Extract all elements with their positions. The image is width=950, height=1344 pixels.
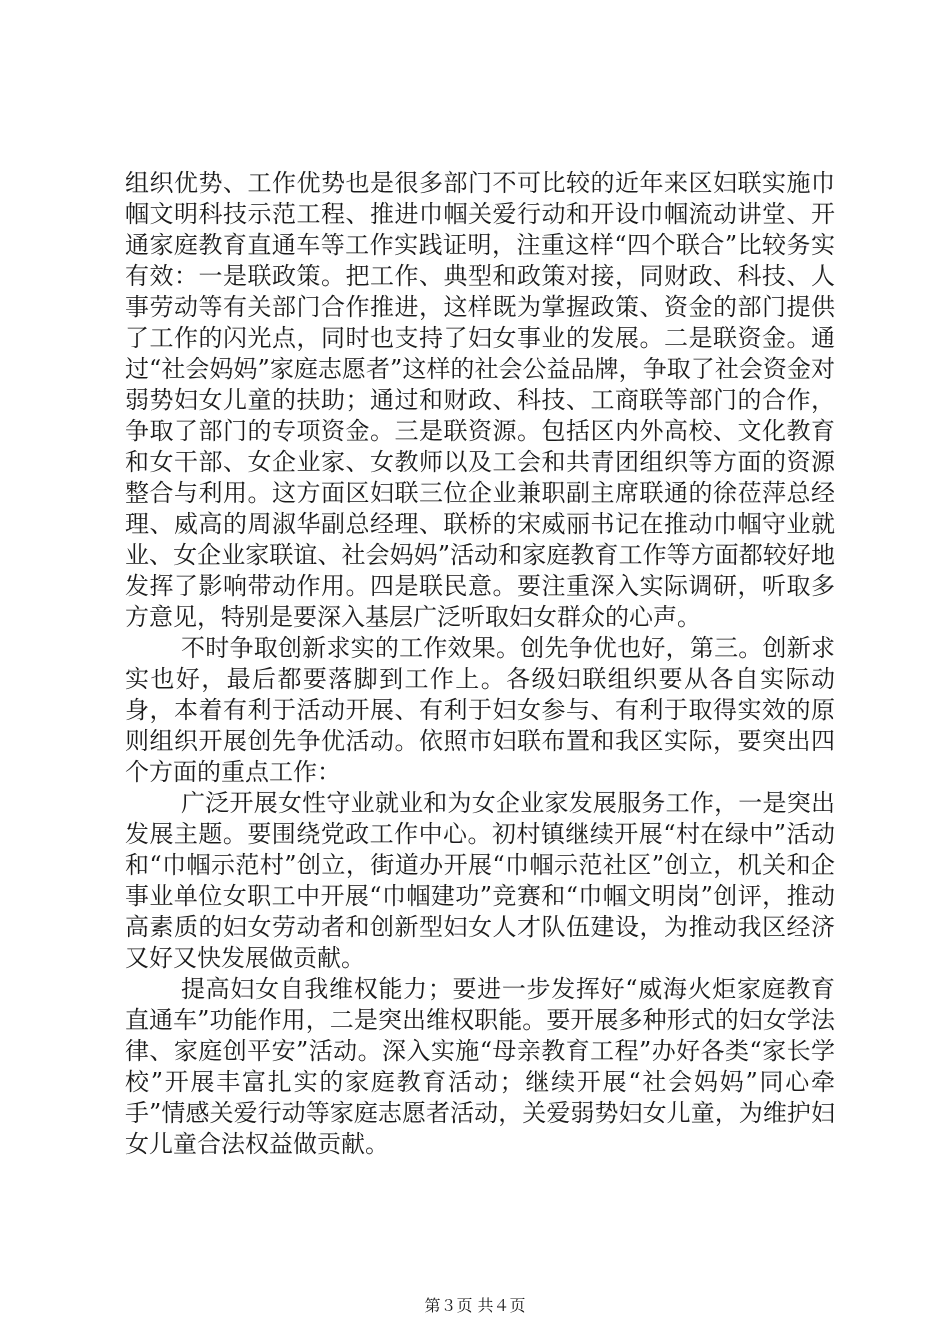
paragraph-4: 提高妇女自我维权能力；要进一步发挥好“威海火炬家庭教育直通车”功能作用，二是突出维权职能。要开展多种形式的妇女学法律、家庭创平安”活动。深入实施“母亲教育工程”办好各类“家长学校”开展丰富扎实的家庭教育活动；继续开展“社会妈妈”同心牵手”情感关爱行动等家庭志愿者活动，关爱弱势妇女儿童，为维护妇女儿童合法权益做贡献。	[125, 975, 835, 1158]
document-body	[125, 168, 835, 1160]
paragraph-1: 组织优势、工作优势也是很多部门不可比较的近年来区妇联实施巾帼文明科技示范工程、推进巾帼关爱行动和开设巾帼流动讲堂、开通家庭教育直通车等工作实践证明，注重这样“四个联合”比较务实有效：一是联政策。把工作、典型和政策对接，同财政、科技、人事劳动等有关部门合作推进，这样既为掌握政策、资金的部门提供了工作的闪光点，同时也支持了妇女事业的发展。二是联资金。通过“社会妈妈”家庭志愿者”这样的社会公益品牌，争取了社会资金对弱势妇女儿童的扶助；通过和财政、科技、工商联等部门的合作，争取了部门的专项资金。三是联资源。包括区内外高校、文化教育和女干部、女企业家、女教师以及工会和共青团组织等方面的资源整合与利用。这方面区妇联三位企业兼职副主席联通的徐莅萍总经理、威高的周淑华副总经理、联桥的宋威丽书记在推动巾帼守业就业、女企业家联谊、社会妈妈”活动和家庭教育工作等方面都较好地发挥了影响带动作用。四是联民意。要注重深入实际调研，听取多方意见，特别是要深入基层广泛听取妇女群众的心声。	[125, 169, 835, 631]
page-number-footer: 第３页 共４页	[424, 1296, 526, 1315]
paragraph-2: 不时争取创新求实的工作效果。创先争优也好，第三。创新求实也好，最后都要落脚到工作上。各级妇联组织要从各自实际动身，本着有利于活动开展、有利于妇女参与、有利于取得实效的原则组织开展创先争优活动。依照市妇联布置和我区实际，要突出四个方面的重点工作：	[125, 634, 835, 786]
paragraph-3: 广泛开展女性守业就业和为女企业家发展服务工作，一是突出发展主题。要围绕党政工作中心。初村镇继续开展“村在绿中”活动和“巾帼示范村”创立，街道办开展“巾帼示范社区”创立，机关和企事业单位女职工中开展“巾帼建功”竞赛和“巾帼文明岗”创评，推动高素质的妇女劳动者和创新型妇女人才队伍建设，为推动我区经济又好又快发展做贡献。	[125, 789, 835, 972]
